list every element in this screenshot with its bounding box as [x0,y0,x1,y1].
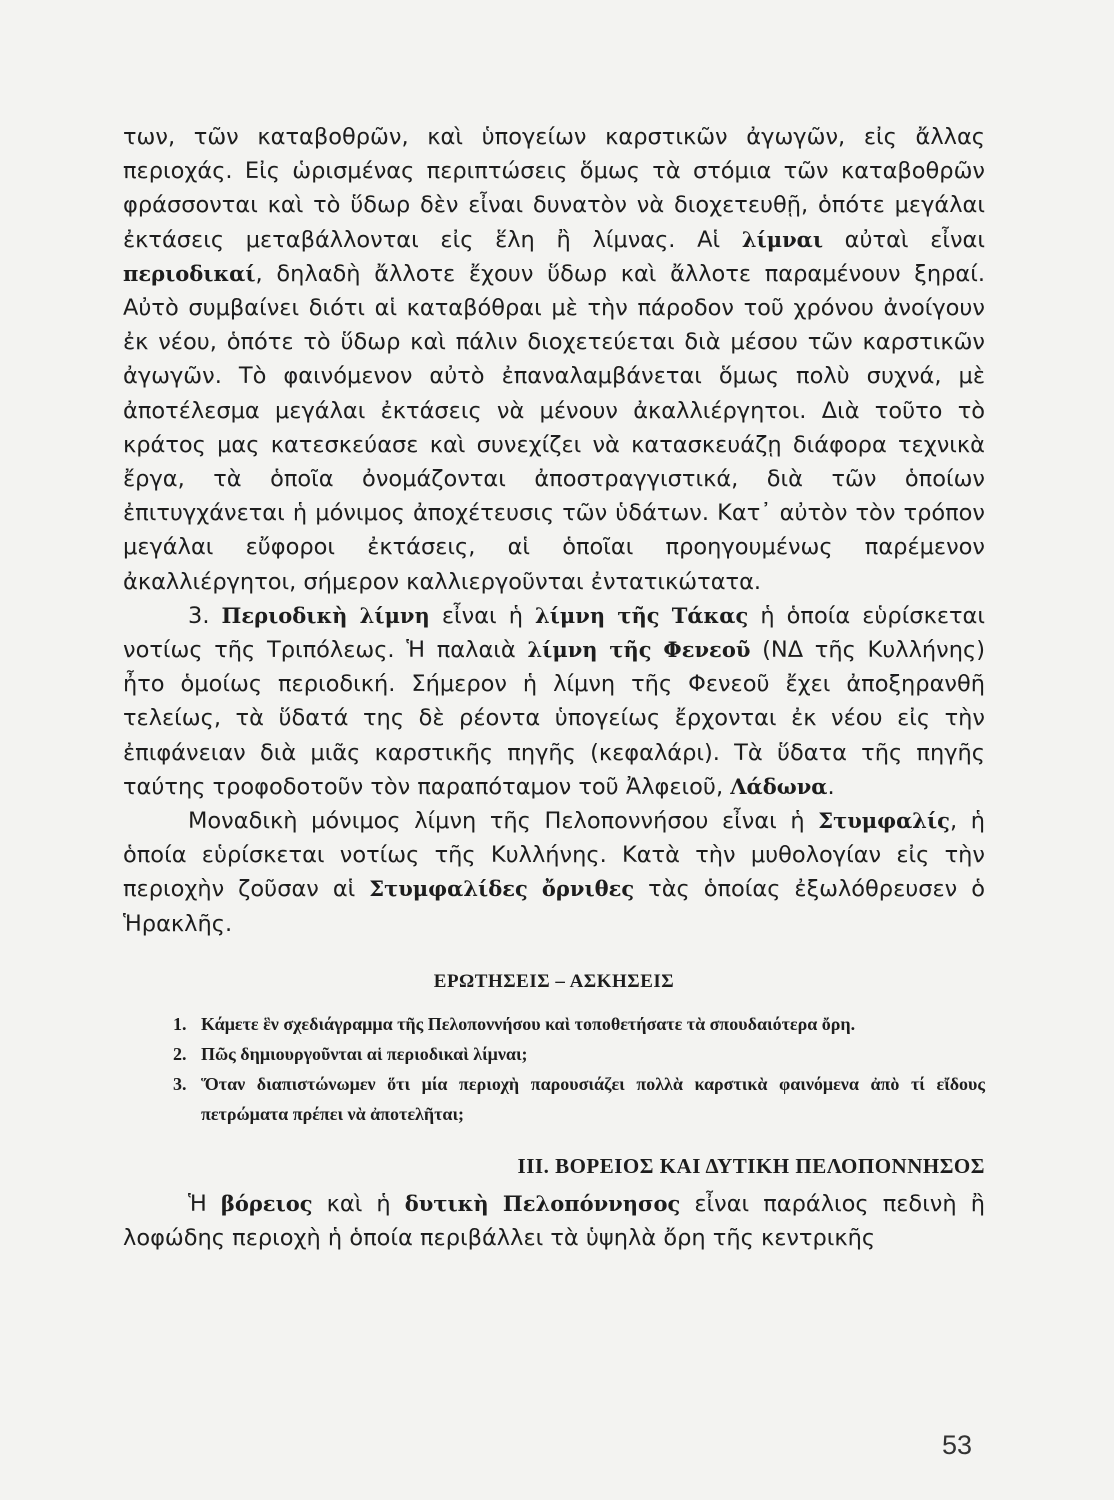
text-run: των, τῶν καταβοθρῶν, καὶ ὑπογείων καρστικῶν ἀγωγῶν, εἰς ἄλλας περιοχάς. Εἰς ὡρισμένας περιπτώσεις ὅμως τὰ στόμια τῶν καταβοθρῶν φράσσονται καὶ τὸ ὕδωρ δὲν εἶναι δυνατὸν νὰ διοχετευθῇ, ὁπότε μεγάλαι ἐκτάσεις μεταβάλλονται εἰς ἕλη ἢ λίμνας. Αἱ [123,124,985,253]
question-number: 2. [173,1043,187,1064]
bold-term: Λάδωνα [730,773,828,799]
text-run: ἡ ὁποία εὑρίσκεται νοτίως τῆς Τριπόλεως. Ἡ παλαιὰ [123,602,985,664]
section-paragraph [123,1187,985,1255]
question-number: 3. [173,1073,187,1094]
questions-list [173,1009,985,1129]
text-run: καὶ ἡ [312,1190,405,1217]
text-run: εἶναι ἡ [429,602,536,629]
bold-term: λίμνη τῆς Τάκας [535,602,749,628]
question-number: 1. [173,1013,187,1034]
bold-term: περιοδικαί [123,260,256,286]
text-run: αὐταὶ εἶναι [823,226,986,253]
text-run: , ἡ ὁποία εὑρίσκεται νοτίως τῆς Κυλλήνης. Κατὰ τὴν μυθολογίαν εἰς τὴν περιοχὴν ζοῦσαν αἱ [123,808,985,903]
bold-term: Στυμφαλίδες ὄρνιθες [369,876,635,902]
text-run: εἶναι παράλιος πεδινὴ ἢ λοφώδης περιοχὴ ἡ ὁποία περιβάλλει τὰ ὑψηλὰ ὄρη τῆς κεντρικῆς [123,1190,985,1252]
paragraph-1 [123,120,985,599]
page-number: 53 [941,1430,972,1460]
page-body [123,120,985,1255]
section-heading: III. ΒΟΡΕΙΟΣ ΚΑΙ ΔΥΤΙΚΗ ΠΕΛΟΠΟΝΝΗΣΟΣ [517,1153,985,1178]
text-run: τὰς ὁποίας ἐξωλόθρευσεν ὁ Ἡρακλῆς. [123,876,985,937]
bold-term: λίμνη τῆς Φενεοῦ [527,637,751,663]
question-item [173,1009,985,1039]
bold-term: λίμναι [741,226,823,252]
text-run: Μοναδικὴ μόνιμος λίμνη τῆς Πελοποννήσου εἶναι ἡ [188,808,819,835]
bold-term: Στυμφαλίς [818,808,950,834]
text-run: . [827,773,835,800]
bold-term: Περιοδικὴ λίμνη [221,602,430,628]
questions-heading: ΕΡΩΤΗΣΕΙΣ – ΑΣΚΗΣΕΙΣ [433,970,675,992]
bold-term: βόρειος [220,1190,313,1216]
text-run: (ΝΔ τῆς Κυλλήνης) ἦτο ὁμοίως περιοδική. Σήμερον ἡ λίμνη τῆς Φενεοῦ ἔχει ἀποξηρανθῆ τελείως, τὰ ὕδατά της δὲ ρέοντα ὑπογείως ἔρχονται ἐκ νέου εἰς τὴν ἐπιφάνειαν διὰ μιᾶς καρστικῆς πηγῆς (κεφαλάρι). Τὰ ὕδατα τῆς πηγῆς ταύτης τροφοδοτοῦν τὸν παραπόταμον τοῦ Ἀλφειοῦ, [123,637,985,800]
text-run: 3. [188,602,222,629]
text-run: Ἡ [188,1190,221,1217]
text-run: , δηλαδὴ ἄλλοτε ἔχουν ὕδωρ καὶ ἄλλοτε παραμένουν ξηραί. Αὐτὸ συμβαίνει διότι αἱ καταβόθραι μὲ τὴν πάροδον τοῦ χρόνου ἀνοίγουν ἐκ νέου, ὁπότε τὸ ὕδωρ καὶ πάλιν διοχετεύεται διὰ μέσου τῶν καρστικῶν ἀγωγῶν. Τὸ φαινόμενον αὐτὸ ἐπαναλαμβάνεται ὅμως πολὺ συχνά, μὲ ἀποτέλεσμα μεγάλαι ἐκτάσεις νὰ μένουν ἀκαλλιέργητοι. Διὰ τοῦτο τὸ κράτος μας κατεσκεύασε καὶ συνεχίζει νὰ κατασκευάζῃ διάφορα τεχνικὰ ἔργα, τὰ ὁποῖα ὀνομάζονται ἀποστραγγιστικά, διὰ τῶν ὁποίων ἐπιτυγχάνεται ἡ μόνιμος ἀποχέτευσις τῶν ὑδάτων. Κατ᾽ αὐτὸν τὸν τρόπον μεγάλαι εὔφοροι ἐκτάσεις, αἱ ὁποῖαι προηγουμένως παρέμενον ἀκαλλιέργητοι, σήμερον καλλιεργοῦνται ἐντατικώτατα. [123,260,985,595]
question-text: Κάμετε ἓν σχεδιάγραμμα τῆς Πελοποννήσου καὶ τοποθετήσατε τὰ σπουδαιότερα ὄρη. [201,1013,856,1034]
question-item [173,1069,985,1129]
bold-term: δυτικὴ Πελοπόννησος [404,1190,681,1216]
question-item [173,1039,985,1069]
question-text: Ὅταν διαπιστώνωμεν ὅτι μία περιοχὴ παρουσιάζει πολλὰ καρστικὰ φαινόμενα ἀπὸ τί εἴδους πετρώματα πρέπει νὰ ἀποτελῆται; [201,1073,985,1124]
question-text: Πῶς δημιουργοῦνται αἱ περιοδικαὶ λίμναι; [201,1043,528,1064]
paragraph-3 [123,804,985,941]
paragraph-2 [123,599,985,804]
